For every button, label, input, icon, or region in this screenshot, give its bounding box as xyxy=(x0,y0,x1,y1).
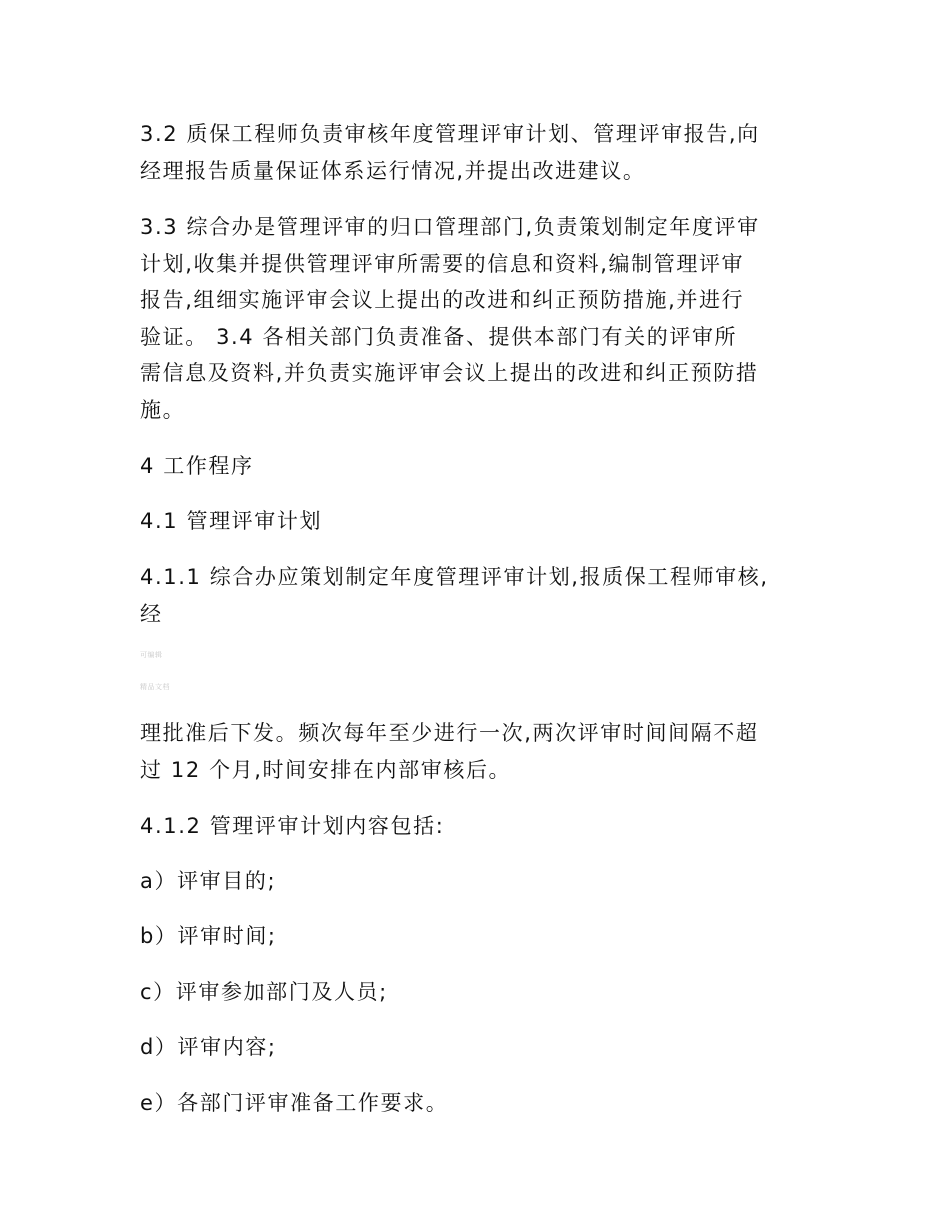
paragraph-3-3 xyxy=(140,209,830,428)
section-heading: 4 工作程序 xyxy=(140,454,254,478)
text-line: 经 xyxy=(140,601,163,626)
paragraph-3-2 xyxy=(140,116,830,189)
list-item: c）评审参加部门及人员; xyxy=(140,980,388,1004)
list-item-e xyxy=(140,1085,830,1122)
text-line: 验证。 3.4 各相关部门负责准备、提供本部门有关的评审所 xyxy=(140,324,738,349)
text-line: 计划,收集并提供管理评审所需要的信息和资料,编制管理评审 xyxy=(140,251,745,276)
paragraph-4-1-1 xyxy=(140,559,830,632)
list-item-b xyxy=(140,918,830,955)
paragraph-4-1-2 xyxy=(140,808,830,845)
paragraph-4-1-1-continued xyxy=(140,715,830,788)
text-line: 过 12 个月,时间安排在内部审核后。 xyxy=(140,757,512,782)
watermark-editable: 可编辑 xyxy=(140,651,163,659)
text-line: 3.2 质保工程师负责审核年度管理评审计划、管理评审报告,向 xyxy=(140,122,760,146)
text-line: 4.1.2 管理评审计划内容包括: xyxy=(140,814,445,838)
heading-4 xyxy=(140,448,830,485)
watermark-selected-doc: 精品文档 xyxy=(140,683,170,691)
text-line: 4.1.1 综合办应策划制定年度管理评审计划,报质保工程师审核, xyxy=(140,565,769,589)
list-item: a）评审目的; xyxy=(140,869,277,893)
subsection-heading: 4.1 管理评审计划 xyxy=(140,509,323,533)
heading-4-1 xyxy=(140,503,830,540)
text-line: 3.3 综合办是管理评审的归口管理部门,负责策划制定年度评审 xyxy=(140,215,760,239)
text-line: 理批准后下发。频次每年至少进行一次,两次评审时间间隔不超 xyxy=(140,721,759,745)
text-line: 施。 xyxy=(140,397,186,422)
list-item: d）评审内容; xyxy=(140,1035,277,1059)
text-line: 经理报告质量保证体系运行情况,并提出改进建议。 xyxy=(140,158,646,183)
list-item-d xyxy=(140,1029,830,1066)
list-item-c xyxy=(140,974,830,1011)
list-item: e）各部门评审准备工作要求。 xyxy=(140,1091,449,1115)
text-line: 需信息及资料,并负责实施评审会议上提出的改进和纠正预防措 xyxy=(140,361,759,385)
list-item-a xyxy=(140,863,830,900)
list-item: b）评审时间; xyxy=(140,924,277,948)
text-line: 报告,组细实施评审会议上提出的改进和纠正预防措施,并进行 xyxy=(140,288,745,312)
